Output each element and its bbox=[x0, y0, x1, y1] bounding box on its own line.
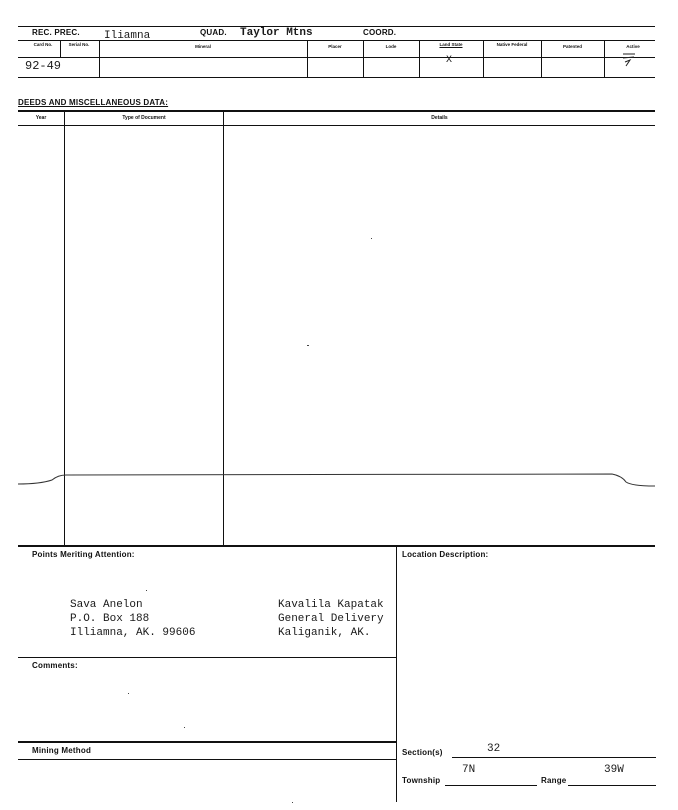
claim-table-top-rule bbox=[18, 40, 655, 41]
mineral-header: Mineral bbox=[195, 44, 211, 49]
details-header: Details bbox=[431, 115, 448, 121]
fold-line bbox=[0, 466, 678, 496]
township-label: Township bbox=[402, 776, 441, 785]
deeds-header-rule bbox=[18, 125, 655, 126]
coord-label: COORD. bbox=[363, 28, 397, 37]
land-state-mark: X bbox=[446, 55, 453, 66]
township-underline bbox=[445, 785, 537, 786]
deeds-bottom-rule bbox=[18, 545, 655, 547]
contact-right bbox=[278, 598, 384, 640]
claim-col-divider-8 bbox=[604, 40, 605, 77]
active-header: Active bbox=[626, 44, 640, 49]
claim-table-bottom-rule bbox=[18, 77, 655, 78]
card-no-value: 92-49 bbox=[25, 59, 62, 73]
land-state-header: Land State bbox=[439, 42, 463, 47]
scan-speck bbox=[184, 727, 185, 728]
claim-col-divider-5 bbox=[419, 40, 420, 77]
contact-right-address: General Delivery bbox=[278, 613, 384, 625]
comments-top-rule bbox=[18, 657, 396, 658]
lower-center-divider bbox=[396, 546, 397, 802]
patented-header: Patented bbox=[562, 44, 582, 49]
placer-header: Placer bbox=[328, 44, 342, 49]
serial-no-header: Serial No. bbox=[68, 42, 90, 47]
contact-right-city: Kaliganik, AK. bbox=[278, 627, 371, 639]
scan-speck bbox=[307, 345, 309, 346]
quad-value: Taylor Mtns bbox=[240, 27, 313, 39]
claim-table-header-rule bbox=[18, 57, 655, 58]
contact-left bbox=[70, 598, 195, 640]
mining-method-top-rule bbox=[18, 741, 396, 743]
section-label: Section(s) bbox=[402, 748, 443, 757]
mining-method-bottom-rule bbox=[18, 759, 396, 760]
rec-prec-label: REC. PREC. bbox=[32, 28, 80, 37]
township-value: 7N bbox=[462, 764, 476, 776]
deeds-title: DEEDS AND MISCELLANEOUS DATA: bbox=[18, 98, 169, 107]
card-no-header: Card No. bbox=[33, 42, 53, 47]
location-description-label: Location Description: bbox=[402, 550, 489, 559]
claim-col-divider-6 bbox=[483, 40, 484, 77]
range-underline bbox=[568, 785, 656, 786]
scan-speck bbox=[371, 238, 372, 239]
scan-speck bbox=[128, 693, 129, 694]
comments-label: Comments: bbox=[32, 661, 78, 670]
quad-label: QUAD. bbox=[200, 28, 227, 37]
lode-header: Lode bbox=[385, 44, 397, 49]
contact-left-name: Sava Anelon bbox=[70, 599, 143, 611]
deeds-top-rule bbox=[18, 110, 655, 112]
scan-speck bbox=[292, 802, 293, 803]
mining-method-label: Mining Method bbox=[32, 746, 92, 755]
points-meriting-attention-label: Points Meriting Attention: bbox=[32, 550, 135, 559]
year-header: Year bbox=[35, 115, 47, 121]
type-of-document-header: Type of Document bbox=[122, 115, 166, 121]
contact-left-city: Illiamna, AK. 99606 bbox=[70, 627, 196, 639]
contact-left-address: P.O. Box 188 bbox=[70, 613, 150, 625]
header-top-rule bbox=[18, 26, 655, 27]
native-federal-header: Native Federal bbox=[496, 42, 528, 47]
section-value: 32 bbox=[487, 743, 501, 755]
section-underline bbox=[452, 757, 656, 758]
scan-speck bbox=[146, 590, 147, 591]
claim-col-divider-1 bbox=[60, 40, 61, 57]
range-label: Range bbox=[541, 776, 567, 785]
contact-right-name: Kavalila Kapatak bbox=[278, 599, 384, 611]
range-value: 39W bbox=[604, 764, 624, 776]
active-scribble bbox=[620, 50, 640, 70]
rec-prec-value: Iliamna bbox=[104, 30, 151, 42]
